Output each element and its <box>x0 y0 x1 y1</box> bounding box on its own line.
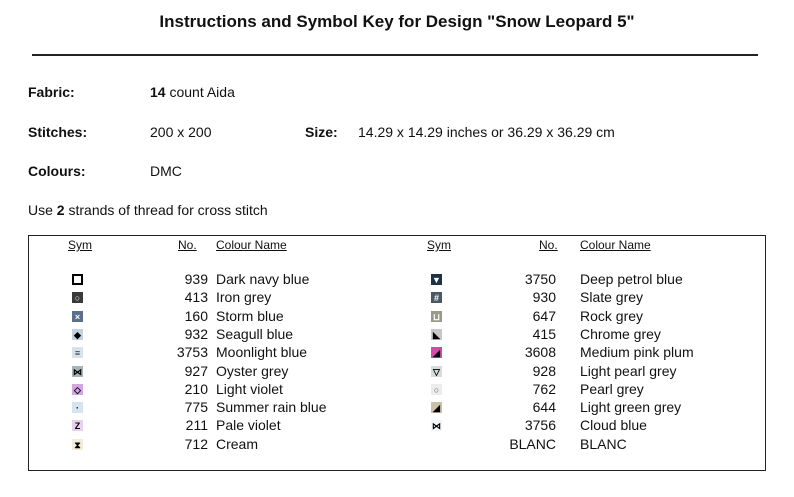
small-diamond-icon: ◇ <box>72 384 83 395</box>
list-item <box>29 362 765 380</box>
colour-name: Chrome grey <box>580 325 661 342</box>
dmc-number: 932 <box>184 325 208 342</box>
u-icon: ⊔ <box>432 311 441 322</box>
blank-icon <box>431 439 442 450</box>
colour-name: BLANC <box>580 435 627 452</box>
header-no-right: No. <box>539 238 558 252</box>
colour-name: Light violet <box>216 380 283 397</box>
dmc-number: 647 <box>532 307 556 324</box>
size-value: 14.29 x 14.29 inches or 36.29 x 36.29 cm <box>358 124 615 140</box>
note-post: strands of thread for cross stitch <box>64 202 268 218</box>
note-strands: 2 <box>56 202 65 218</box>
dmc-number: 211 <box>185 417 208 434</box>
colour-name: Oyster grey <box>216 362 289 379</box>
dmc-number: 762 <box>532 380 556 397</box>
x-icon: × <box>72 311 83 322</box>
note-pre: Use <box>28 202 57 218</box>
colour-name: Dark navy blue <box>216 271 310 287</box>
dmc-number: 939 <box>184 271 208 287</box>
dmc-number: 927 <box>184 362 208 379</box>
colour-name: Seagull blue <box>216 325 294 342</box>
lines-icon: ≡ <box>72 347 83 358</box>
heart-icon: ▼ <box>432 275 441 285</box>
header-sym-right: Sym <box>427 238 451 252</box>
header-name-right: Colour Name <box>580 238 651 252</box>
hash-icon: # <box>431 292 442 303</box>
bowtie-icon: ⋈ <box>432 421 441 432</box>
diamond-icon: ◆ <box>72 329 83 340</box>
dmc-number: 3608 <box>524 344 556 361</box>
z-icon: Z <box>72 420 83 431</box>
dmc-number: 413 <box>184 289 208 306</box>
fabric-count: 14 <box>150 84 166 100</box>
colour-name: Iron grey <box>216 289 272 306</box>
dmc-number: 3756 <box>524 417 556 434</box>
header-name-left: Colour Name <box>216 238 287 252</box>
colour-name: Rock grey <box>580 307 644 324</box>
list-item <box>29 288 765 306</box>
dmc-number: 415 <box>532 325 556 342</box>
list-item <box>29 416 765 434</box>
fabric-value <box>150 84 235 100</box>
small-circle-icon: ○ <box>431 384 442 395</box>
fabric-label: Fabric: <box>28 84 75 100</box>
title-underline <box>32 54 758 56</box>
list-item <box>29 270 765 288</box>
dmc-number: 210 <box>184 380 208 397</box>
header-no-left: No. <box>178 238 197 252</box>
page-title: Instructions and Symbol Key for Design "Snow Leopard 5" <box>159 12 635 31</box>
stitches-label: Stitches: <box>28 124 88 140</box>
list-item <box>29 307 765 325</box>
hourglass-icon: ⧗ <box>72 439 83 450</box>
colour-name: Cloud blue <box>580 417 647 434</box>
size-label: Size: <box>305 124 338 140</box>
colour-name: Cream <box>216 435 259 452</box>
list-item <box>29 398 765 416</box>
down-triangle-icon: ▽ <box>431 366 442 377</box>
colour-name: Medium pink plum <box>580 344 694 361</box>
dmc-number: 3750 <box>524 271 556 287</box>
list-item <box>29 435 765 453</box>
wedge-icon: ◢ <box>431 347 442 358</box>
circle-icon: ○ <box>72 292 83 303</box>
colour-name: Summer rain blue <box>216 399 327 416</box>
strands-note <box>28 202 268 218</box>
dmc-number: 3753 <box>176 344 208 361</box>
dmc-number: BLANC <box>509 435 556 452</box>
dmc-number: 928 <box>532 362 556 379</box>
colours-value: DMC <box>150 163 182 179</box>
dmc-number: 644 <box>532 399 556 416</box>
slash-icon: ◢ <box>431 402 442 413</box>
colour-name: Light green grey <box>580 399 682 416</box>
symbol-key-table <box>28 235 766 471</box>
triangle-icon: ◣ <box>431 329 442 340</box>
dmc-number: 160 <box>184 307 208 324</box>
dot-icon: · <box>72 402 83 413</box>
fabric-rest: count Aida <box>165 84 235 100</box>
colour-name: Pale violet <box>216 417 281 434</box>
colour-name: Light pearl grey <box>580 362 677 379</box>
dmc-number: 712 <box>184 435 208 452</box>
stitches-value: 200 x 200 <box>150 124 212 140</box>
list-item <box>29 343 765 361</box>
list-item <box>29 380 765 398</box>
header-sym-left: Sym <box>68 238 92 252</box>
dmc-number: 930 <box>532 289 556 306</box>
colour-name: Deep petrol blue <box>580 271 683 287</box>
bowtie-icon: ⋈ <box>73 366 82 377</box>
colour-name: Pearl grey <box>580 380 644 397</box>
colour-name: Moonlight blue <box>216 344 308 361</box>
colour-name: Storm blue <box>216 307 284 324</box>
dmc-number: 775 <box>184 399 208 416</box>
list-item <box>29 325 765 343</box>
colour-name: Slate grey <box>580 289 644 306</box>
colours-label: Colours: <box>28 163 86 179</box>
